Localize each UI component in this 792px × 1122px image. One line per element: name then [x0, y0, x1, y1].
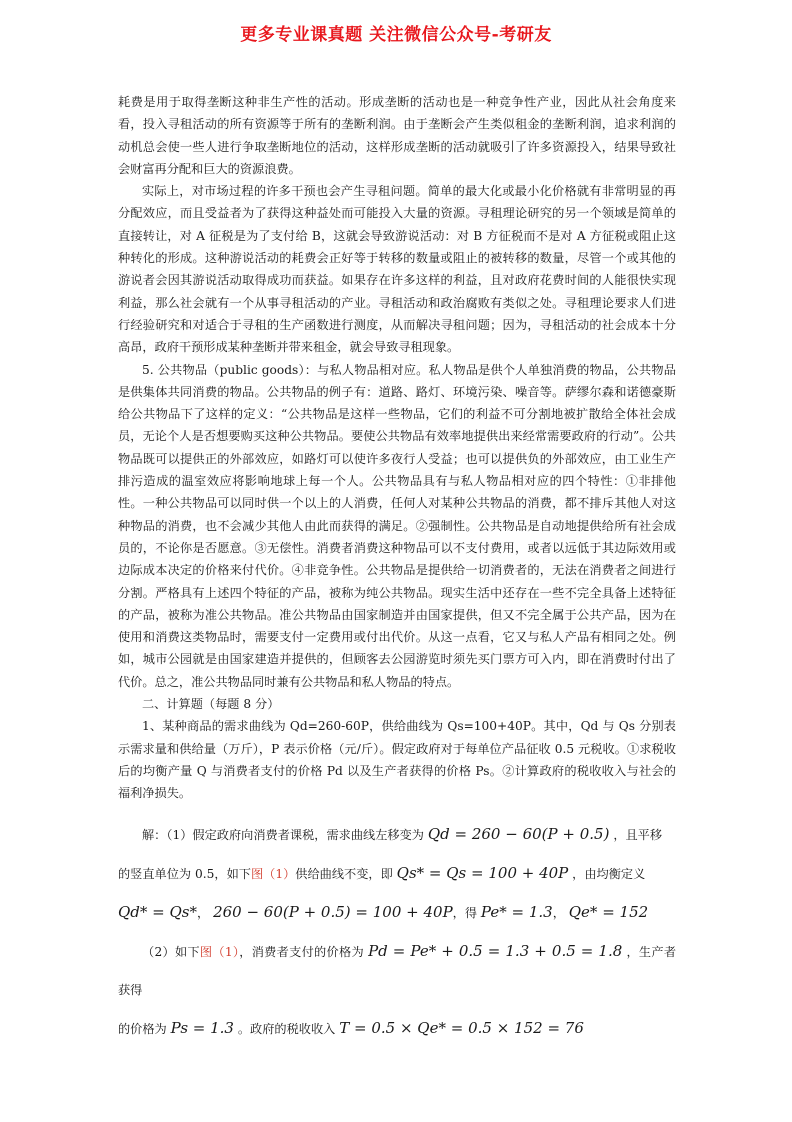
consumer-price-equation: Pd = Pe* + 0.5 = 1.3 + 0.5 = 1.8	[368, 941, 623, 960]
tax-revenue-equation: T = 0.5 × Qe* = 0.5 × 152 = 76	[339, 1018, 584, 1037]
solution-line-1: 解：（1）假定政府向消费者课税，需求曲线左移变为 Qd = 260 − 60(P + 0.5) ，且平移	[142, 824, 663, 843]
equilibrium-price: Pe* = 1.3	[480, 902, 553, 921]
figure-link[interactable]: 图（1）	[199, 944, 240, 959]
header-banner: 更多专业课真题 关注微信公众号-考研友	[240, 25, 552, 45]
section-heading: 二、计算题（每题 8 分）	[142, 697, 280, 712]
document-body	[118, 91, 676, 1048]
question-1: 1、某种商品的需求曲线为 Qd=260-60P，供给曲线为 Qs=100+40P。其中，Qd 与 Qs 分别表示需求量和供给量（万斤），P 表示价格（元/斤）。假定政府对于每单位产品征收 0.5 元税收。①求税收后的均衡产量 Q 与消费者支付的价格 Pd 以及生产者获得的价格 Ps。②计算政府的税收收入与社会的福利净损失。	[118, 719, 676, 801]
supply-equation: Qs* = Qs = 100 + 40P	[396, 863, 569, 882]
solution-block	[118, 815, 676, 1048]
solution-line-4: （2）如下图（1），消费者支付的价格为 Pd = Pe* + 0.5 = 1.3 + 0.5 = 1.8 ，生产者获得	[118, 941, 677, 997]
figure-link[interactable]: 图（1）	[250, 866, 296, 881]
solution-line-5: 的价格为 Ps = 1.3 。政府的税收收入 T = 0.5 × Qe* = 0.5 × 152 = 76	[118, 1018, 584, 1037]
paragraph-public-goods: 5. 公共物品（public goods）：与私人物品相对应。私人物品是供个人单独消费的物品，公共物品是供集体共同消费的物品。公共物品的例子有：道路、路灯、环境污染、噪音等。萨缪尔森和诺德豪斯给公共物品下了这样的定义：“公共物品是这样一些物品，它们的利益不可分割地被扩散给全体社会成员，无论个人是否想要购买这种公共物品。要使公共物品有效率地提供出来经常需要政府的行动”。公共物品既可以提供正的外部效应，如路灯可以使许多夜行人受益；也可以提供负的外部效应，由工业生产排污造成的温室效应将影响地球上每一个人。公共物品具有与私人物品相对应的四个特性：①非排他性。一种公共物品可以同时供一个以上的人消费，任何人对某种公共物品的消费，都不排斥其他人对这种物品的消费，也不会减少其他人由此而获得的满足。②强制性。公共物品是自动地提供给所有社会成员的，不论你是否愿意。③无偿性。消费者消费这种物品可以不支付费用，或者以远低于其边际效用或边际成本决定的价格来付代价。④非竞争性。公共物品是提供给一切消费者的，无法在消费者之间进行分割。严格具有上述四个特征的产品，被称为纯公共物品。现实生活中还存在一些不完全具备上述特征的产品，被称为准公共物品。准公共物品由国家制造并由国家提供，但又不完全属于公共产品，因为在使用和消费这类物品时，需要支付一定费用或付出代价。从这一点看，它又与私人产品有相同之处。例如，城市公园就是由国家建造并提供的，但顾客去公园游览时须先买门票方可入内，即在消费时付出了代价。总之，准公共物品同时兼有公共物品和私人物品的特点。	[118, 362, 676, 689]
demand-equation: Qd = 260 − 60(P + 0.5)	[427, 824, 610, 843]
equilibrium-condition: Qd* = Qs*	[118, 902, 197, 921]
solution-line-2: 的竖直单位为 0.5，如下图（1）供给曲线不变，即 Qs* = Qs = 100 + 40P ，由均衡定义	[118, 863, 646, 882]
paragraph-rent-seeking-cont: 耗费是用于取得垄断这种非生产性的活动。形成垄断的活动也是一种竞争性产业，因此从社会角度来看，投入寻租活动的所有资源等于所有的垄断利润。由于垄断会产生类似租金的垄断利润，追求利润的动机总会使一些人进行争取垄断地位的活动，这样形成垄断的活动就吸引了许多资源投入，结果导致社会财富再分配和巨大的资源浪费。	[118, 95, 676, 176]
paragraph-rent-seeking-intervention: 实际上，对市场过程的许多干预也会产生寻租问题。简单的最大化或最小化价格就有非常明显的再分配效应，而且受益者为了获得这种益处而可能投入大量的资源。寻租理论研究的另一个领域是简单的直接转让，对 A 征税是为了支付给 B，这就会导致游说活动：对 B 方征税而不是对 A 方征税或阻止这种转化的形成。这种游说活动的耗费会正好等于转移的数量或阻止的被转移的数量，尽管一个或其他的游说者会因其游说活动取得成功而获益。如果存在许多这样的利益，且对政府花费时间的人能很快实现利益，那么社会就有一个从事寻租活动的产业。寻租活动和政治腐败有类似之处。寻租理论要求人们进行经验研究和对适合于寻租的生产函数进行测度，从而解决寻租问题；因为，寻租活动的社会成本十分高昂，政府干预形成某种垄断并带来租金，就会导致寻租现象。	[118, 184, 676, 355]
equilibrium-quantity: Qe* = 152	[568, 902, 649, 921]
producer-price: Ps = 1.3	[170, 1018, 234, 1037]
solution-line-3: Qd* = Qs*， 260 − 60(P + 0.5) = 100 + 40P，得 Pe* = 1.3， Qe* = 152	[118, 902, 649, 921]
equilibrium-equation: 260 − 60(P + 0.5) = 100 + 40P	[213, 902, 453, 921]
